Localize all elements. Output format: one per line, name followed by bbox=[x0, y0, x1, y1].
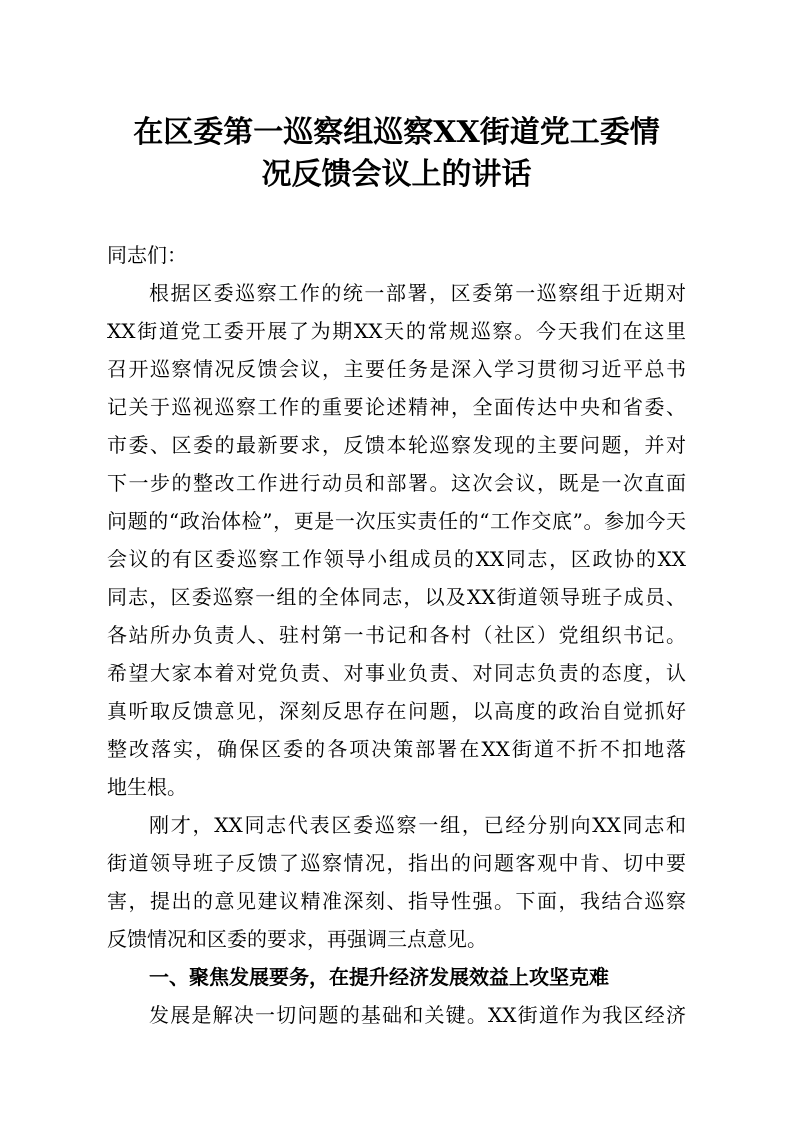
paragraph-line: 根据区委巡察工作的统一部署，区委第一巡察组于近期对 bbox=[149, 281, 686, 305]
paragraph-line: 召开巡察情况反馈会议，主要任务是深入学习贯彻习近平总书 bbox=[107, 357, 686, 381]
paragraph-line: 同志，区委巡察一组的全体同志，以及XX街道领导班子成员、 bbox=[107, 585, 686, 609]
paragraph-line: 市委、区委的最新要求，反馈本轮巡察发现的主要问题，并对 bbox=[107, 433, 686, 457]
paragraph-line: 刚才，XX同志代表区委巡察一组，已经分别向XX同志和 bbox=[149, 813, 686, 837]
paragraph bbox=[107, 274, 686, 806]
paragraph-line: 反馈情况和区委的要求，再强调三点意见。 bbox=[107, 927, 487, 951]
paragraph-line: 会议的有区委巡察工作领导小组成员的XX同志，区政协的XX bbox=[107, 547, 686, 571]
paragraph-line: 记关于巡视巡察工作的重要论述精神，全面传达中央和省委、 bbox=[107, 395, 686, 419]
paragraph-line: 真听取反馈意见，深刻反思存在问题，以高度的政治自觉抓好 bbox=[107, 699, 686, 723]
paragraph-line: 问题的“政治体检”，更是一次压实责任的“工作交底”。参加今天 bbox=[107, 509, 686, 533]
section-heading: 一、聚焦发展要务，在提升经济发展效益上攻坚克难 bbox=[149, 965, 609, 989]
paragraph-line: XX街道党工委开展了为期XX天的常规巡察。今天我们在这里 bbox=[107, 319, 686, 343]
paragraph bbox=[107, 806, 686, 958]
paragraph-line: 希望大家本着对党负责、对事业负责、对同志负责的态度，认 bbox=[107, 661, 686, 685]
document-title bbox=[107, 112, 686, 196]
paragraph-line: 发展是解决一切问题的基础和关键。XX街道作为我区经济 bbox=[149, 1003, 686, 1027]
paragraph-line: 街道领导班子反馈了巡察情况，指出的问题客观中肯、切中要 bbox=[107, 851, 686, 875]
paragraph-line: 各站所办负责人、驻村第一书记和各村（社区）党组织书记。 bbox=[107, 623, 686, 647]
paragraph-line: 整改落实，确保区委的各项决策部署在XX街道不折不扣地落 bbox=[107, 737, 686, 761]
paragraph bbox=[107, 996, 686, 1034]
document-body bbox=[107, 236, 686, 1034]
paragraph-line: 害，提出的意见建议精准深刻、指导性强。下面，我结合巡察 bbox=[107, 889, 686, 913]
paragraph-line: 下一步的整改工作进行动员和部署。这次会议，既是一次直面 bbox=[107, 471, 686, 495]
paragraph-line: 地生根。 bbox=[107, 775, 187, 799]
salutation: 同志们： bbox=[107, 243, 187, 267]
title-line: 在区委第一巡察组巡察XX街道党工委情 bbox=[133, 115, 660, 150]
title-line: 况反馈会议上的讲话 bbox=[261, 157, 532, 192]
